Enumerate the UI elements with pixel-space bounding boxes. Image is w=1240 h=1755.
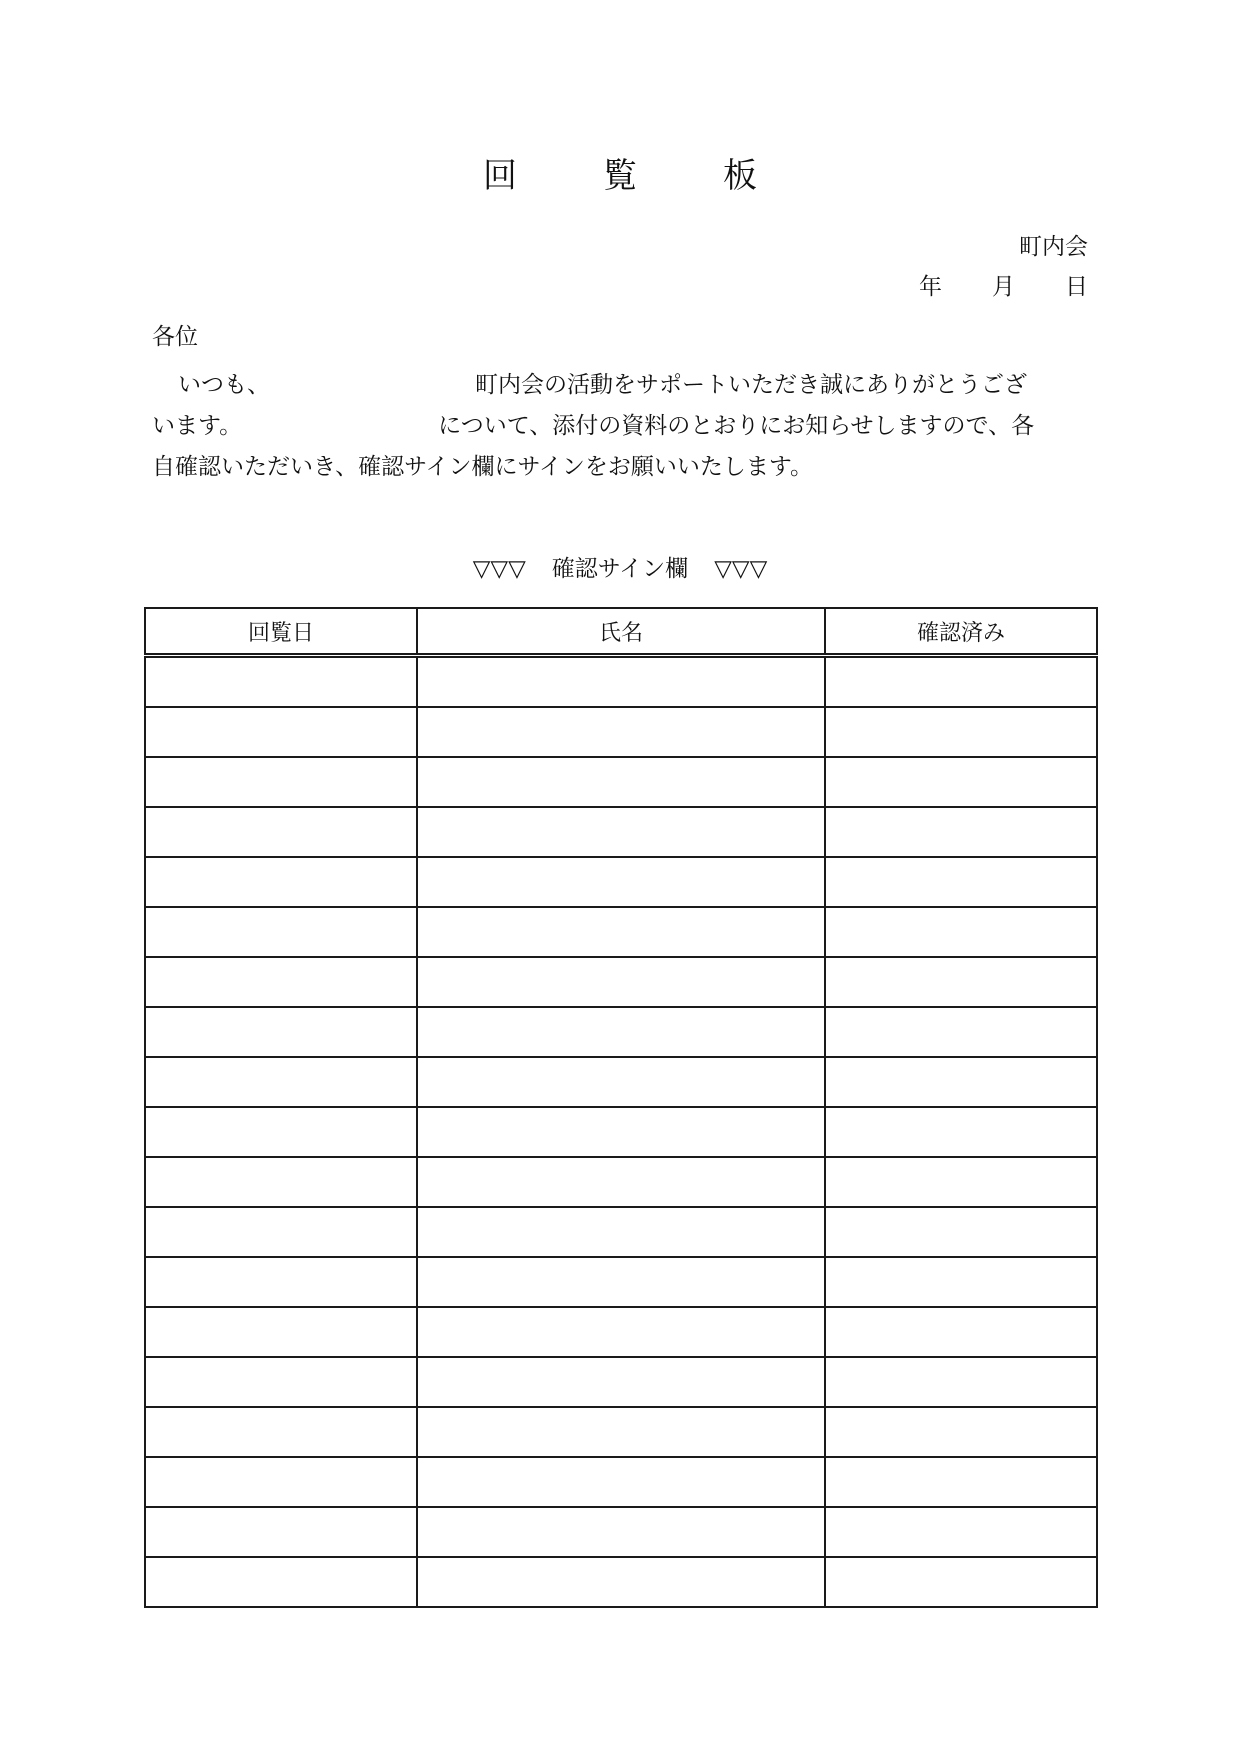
confirmed-cell[interactable]	[825, 656, 1097, 708]
table-row	[145, 807, 1097, 857]
sign-table-body	[145, 656, 1097, 1608]
header-circulation-date: 回覧日	[145, 608, 417, 656]
table-row	[145, 656, 1097, 708]
date-cell[interactable]	[145, 1157, 417, 1207]
table-row	[145, 857, 1097, 907]
name-cell[interactable]	[417, 1257, 825, 1307]
table-row	[145, 1357, 1097, 1407]
table-row	[145, 907, 1097, 957]
body-line-1	[152, 365, 1092, 406]
table-row	[145, 707, 1097, 757]
confirmed-cell[interactable]	[825, 1257, 1097, 1307]
table-row	[145, 1257, 1097, 1307]
sign-section-heading	[0, 550, 1240, 583]
confirmed-cell[interactable]	[825, 1057, 1097, 1107]
addressee: 各位	[152, 324, 198, 350]
header-confirmed: 確認済み	[825, 608, 1097, 656]
confirmed-cell[interactable]	[825, 807, 1097, 857]
organization-name: 町内会	[1019, 234, 1088, 260]
sign-table-header-row	[145, 608, 1097, 656]
body-line-1-start: いつも、	[178, 372, 270, 398]
date-cell[interactable]	[145, 907, 417, 957]
name-cell[interactable]	[417, 1107, 825, 1157]
table-row	[145, 757, 1097, 807]
date-cell[interactable]	[145, 1557, 417, 1607]
body-line-2-end: について、添付の資料のとおりにお知らせしますので、各	[438, 413, 1035, 439]
name-cell[interactable]	[417, 957, 825, 1007]
date-cell[interactable]	[145, 656, 417, 708]
confirmed-cell[interactable]	[825, 757, 1097, 807]
name-cell[interactable]	[417, 1157, 825, 1207]
sign-table	[144, 607, 1098, 1608]
date-cell[interactable]	[145, 1357, 417, 1407]
confirmed-cell[interactable]	[825, 907, 1097, 957]
name-cell[interactable]	[417, 1457, 825, 1507]
table-row	[145, 1107, 1097, 1157]
name-cell[interactable]	[417, 1357, 825, 1407]
name-cell[interactable]	[417, 1007, 825, 1057]
name-cell[interactable]	[417, 757, 825, 807]
name-cell[interactable]	[417, 1307, 825, 1357]
confirmed-cell[interactable]	[825, 1007, 1097, 1057]
body-line-1-end: 町内会の活動をサポートいただき誠にありがとうござ	[475, 372, 1027, 398]
confirmed-cell[interactable]	[825, 1357, 1097, 1407]
confirmed-cell[interactable]	[825, 1307, 1097, 1357]
body-line-2-start: います。	[152, 413, 243, 439]
table-row	[145, 1057, 1097, 1107]
date-cell[interactable]	[145, 707, 417, 757]
confirmed-cell[interactable]	[825, 857, 1097, 907]
table-row	[145, 1407, 1097, 1457]
name-cell[interactable]	[417, 1207, 825, 1257]
confirmed-cell[interactable]	[825, 1457, 1097, 1507]
name-cell[interactable]	[417, 656, 825, 708]
table-row	[145, 1557, 1097, 1607]
date-cell[interactable]	[145, 1307, 417, 1357]
header-name: 氏名	[417, 608, 825, 656]
date-cell[interactable]	[145, 807, 417, 857]
name-cell[interactable]	[417, 707, 825, 757]
name-cell[interactable]	[417, 907, 825, 957]
date-month-label: 月	[992, 274, 1015, 300]
date-cell[interactable]	[145, 1257, 417, 1307]
notice-body	[152, 365, 1092, 488]
date-cell[interactable]	[145, 957, 417, 1007]
date-cell[interactable]	[145, 1057, 417, 1107]
confirmed-cell[interactable]	[825, 1507, 1097, 1557]
name-cell[interactable]	[417, 1557, 825, 1607]
date-cell[interactable]	[145, 1107, 417, 1157]
table-row	[145, 1457, 1097, 1507]
date-line	[919, 268, 1088, 301]
date-cell[interactable]	[145, 1007, 417, 1057]
table-row	[145, 1507, 1097, 1557]
confirmed-cell[interactable]	[825, 707, 1097, 757]
confirmed-cell[interactable]	[825, 1557, 1097, 1607]
date-day-label: 日	[1065, 274, 1088, 300]
confirmed-cell[interactable]	[825, 1207, 1097, 1257]
triangle-marks-left: ▽▽▽	[472, 556, 526, 582]
body-line-3: 自確認いただいき、確認サイン欄にサインをお願いいたします。	[152, 454, 814, 480]
name-cell[interactable]	[417, 1057, 825, 1107]
table-row	[145, 1207, 1097, 1257]
name-cell[interactable]	[417, 1407, 825, 1457]
date-year-label: 年	[919, 274, 942, 300]
name-cell[interactable]	[417, 807, 825, 857]
confirmed-cell[interactable]	[825, 1407, 1097, 1457]
sign-section-label: 確認サイン欄	[551, 556, 689, 582]
confirmed-cell[interactable]	[825, 1157, 1097, 1207]
body-line-2	[152, 406, 1092, 447]
table-row	[145, 957, 1097, 1007]
name-cell[interactable]	[417, 857, 825, 907]
date-cell[interactable]	[145, 1457, 417, 1507]
date-cell[interactable]	[145, 1207, 417, 1257]
date-cell[interactable]	[145, 757, 417, 807]
date-cell[interactable]	[145, 857, 417, 907]
table-row	[145, 1157, 1097, 1207]
triangle-marks-right: ▽▽▽	[714, 556, 768, 582]
date-cell[interactable]	[145, 1507, 417, 1557]
confirmed-cell[interactable]	[825, 957, 1097, 1007]
table-row	[145, 1307, 1097, 1357]
table-row	[145, 1007, 1097, 1057]
confirmed-cell[interactable]	[825, 1107, 1097, 1157]
date-cell[interactable]	[145, 1407, 417, 1457]
page-title: 回 覧 板	[483, 156, 783, 196]
name-cell[interactable]	[417, 1507, 825, 1557]
